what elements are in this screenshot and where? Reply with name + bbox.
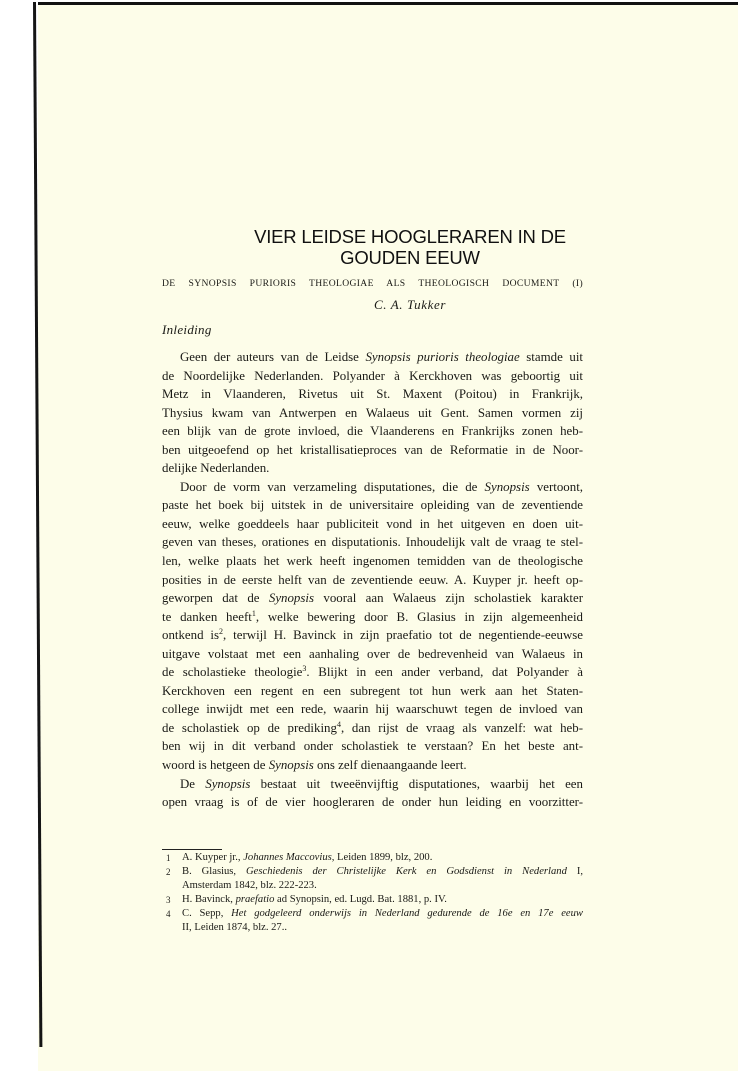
text-run: posities in de eerste helft van de zeventiende eeuw. A. Kuyper jr. heeft op- — [162, 572, 583, 587]
footnote-rule — [162, 849, 222, 850]
footnote-reference: 3 — [302, 664, 307, 674]
text-line — [162, 422, 583, 441]
text-run: B. Glasius, — [182, 866, 247, 877]
footnote-line — [182, 921, 583, 935]
text-run: vooral aan Walaeus zijn scholastiek karakter — [314, 591, 583, 606]
footnote — [162, 893, 583, 907]
text-line — [162, 478, 583, 497]
text-run: len, welke plaats het werk heeft ingenomen temidden van de theologische — [162, 554, 583, 569]
text-run: uitgave volstaat met een aanhaling over de bedrevenheid van Walaeus in — [162, 646, 583, 661]
italic-text-run: praefatio — [235, 894, 275, 905]
text-run: vertoont, — [529, 479, 584, 494]
footnote-line — [182, 907, 583, 921]
text-line — [162, 459, 583, 478]
text-run: Leiden 1899, blz, 200. — [334, 852, 433, 863]
text-run: H. Bavinck, — [182, 894, 236, 905]
text-line — [162, 663, 583, 682]
footnote — [162, 851, 583, 865]
text-run: De — [180, 776, 206, 791]
italic-text-run: Synopsis — [268, 591, 314, 606]
article-title-line-2: GOUDEN EEUW — [340, 247, 480, 268]
footnote-reference: 2 — [219, 627, 224, 637]
text-line — [162, 515, 583, 534]
footnote-number: 2 — [166, 867, 171, 877]
italic-text-run: Het godgeleerd onderwijs in Nederland gedurende de 16e en 17e eeuw — [231, 908, 583, 919]
paragraph — [162, 775, 583, 812]
italic-text-run: Geschiedenis der Christelijke Kerk en Godsdienst in Nederland — [246, 866, 567, 877]
text-run: de scholastieke theologie — [162, 665, 303, 680]
text-line — [162, 626, 583, 645]
italic-text-run: Synopsis — [205, 776, 251, 791]
italic-text-run: Johannes Maccovius, — [243, 852, 335, 863]
text-run: geworpen dat de — [162, 591, 269, 606]
text-line — [162, 700, 583, 719]
footnote — [162, 907, 583, 935]
text-run: geven van theses, orationes en disputationis. Inhoudelijk valt de vraag te stel- — [162, 535, 583, 550]
text-run: de Noordelijke Nederlanden. Polyander à Kerckhoven was geboortig uit — [162, 368, 583, 383]
footnote-line — [182, 893, 583, 907]
text-line — [162, 737, 583, 756]
text-run: II, Leiden 1874, blz. 27.. — [182, 922, 288, 933]
text-run: college inwijdt met een rede, waarin hij waarschuwt tegen de invloed van — [162, 702, 583, 717]
text-run: woord is hetgeen de — [162, 758, 269, 773]
text-run: stamde uit — [519, 350, 583, 364]
text-line — [162, 496, 583, 515]
text-run: Door de vorm van verzameling disputationes, die de — [180, 479, 485, 494]
text-line — [162, 552, 583, 571]
text-run: Geen der auteurs van de Leidse — [180, 350, 366, 364]
text-run: ontkend is — [162, 628, 220, 643]
text-run: C. Sepp, — [182, 908, 232, 919]
footnote-line — [182, 851, 583, 865]
text-line — [162, 775, 583, 794]
text-run: ad Synopsin, ed. Lugd. Bat. 1881, p. IV. — [274, 894, 447, 905]
text-run: I, — [566, 866, 583, 877]
text-run: paste het boek bij uitstek in de universitaire opleiding van de zeventiende — [162, 498, 583, 513]
text-line — [162, 348, 583, 367]
text-line — [162, 645, 583, 664]
text-run: . Blijkt in een ander verband, dat Polyander à — [306, 665, 583, 680]
footnote — [162, 865, 583, 893]
footnote-line — [182, 879, 583, 893]
text-line — [162, 404, 583, 423]
text-run: Thysius kwam van Antwerpen en Walaeus uit Gent. Samen vormen zij — [162, 405, 583, 420]
italic-text-run: Synopsis purioris theologiae — [365, 350, 520, 364]
body-text — [162, 348, 583, 812]
text-line — [162, 441, 583, 460]
text-line — [162, 367, 583, 386]
article-title-line-1: VIER LEIDSE HOOGLERAREN IN DE — [254, 226, 566, 247]
footnotes — [162, 851, 583, 935]
text-line — [162, 793, 583, 812]
text-line — [162, 589, 583, 608]
text-line — [162, 533, 583, 552]
text-run: A. Kuyper jr., — [182, 852, 244, 863]
section-heading: Inleiding — [162, 322, 212, 337]
footnote-line — [182, 865, 583, 879]
footnote-reference: 4 — [336, 719, 341, 729]
text-run: , welke bewering door B. Glasius in zijn algemeenheid — [255, 609, 583, 624]
text-line — [162, 571, 583, 590]
italic-text-run: Synopsis — [268, 758, 314, 773]
text-run: ons zelf dienaangaande leert. — [313, 758, 467, 773]
text-run: , terwijl H. Bavinck in zijn praefatio tot de negentiende-eeuwse — [223, 628, 583, 643]
text-run: te danken heeft — [162, 609, 252, 624]
text-line — [162, 385, 583, 404]
text-run: , dan rijst de vraag als vanzelf: wat heb- — [340, 720, 584, 735]
text-run: ben wij in dit verband onder scholastiek te verstaan? En het beste ant- — [162, 739, 583, 754]
article-subtitle: DE SYNOPSIS PURIORIS THEOLOGIAE ALS THEOLOGISCH DOCUMENT (I) — [162, 278, 583, 289]
text-line — [162, 756, 583, 775]
text-line — [162, 682, 583, 701]
text-run: de scholastiek op de prediking — [162, 720, 337, 735]
paragraph — [162, 478, 583, 775]
text-run: bestaat uit tweeënvijftig disputationes, waarbij het een — [250, 776, 583, 791]
footnote-number: 4 — [166, 909, 171, 919]
footnote-number: 3 — [166, 895, 171, 905]
text-run: eeuw, welke goeddeels haar publiciteit vond in het uitgeven en doen uit- — [162, 516, 583, 531]
text-run: Metz in Vlaanderen, Rivetus uit St. Maxent (Poitou) in Frankrijk, — [162, 387, 583, 402]
text-run: ben uitgeoefend op het kristallisatieproces van de Reformatie in de Noor- — [162, 442, 583, 457]
text-line — [162, 719, 583, 738]
text-run: Kerckhoven een regent en een subregent tot hun werk aan het Staten- — [162, 683, 583, 698]
text-line — [162, 608, 583, 627]
author: C. A. Tukker — [374, 297, 446, 312]
text-run: een blijk van de grote invloed, die Vlaanderens en Frankrijks zonen heb- — [162, 424, 583, 439]
paragraph — [162, 348, 583, 478]
footnote-number: 1 — [166, 853, 171, 863]
italic-text-run: Synopsis — [484, 479, 530, 494]
text-run: open vraag is of de vier hoogleraren de onder hun leiding en voorzitter- — [162, 795, 583, 810]
text-run: delijke Nederlanden. — [162, 461, 270, 476]
footnote-reference: 1 — [251, 608, 256, 618]
text-run: Amsterdam 1842, blz. 222-223. — [182, 880, 317, 891]
